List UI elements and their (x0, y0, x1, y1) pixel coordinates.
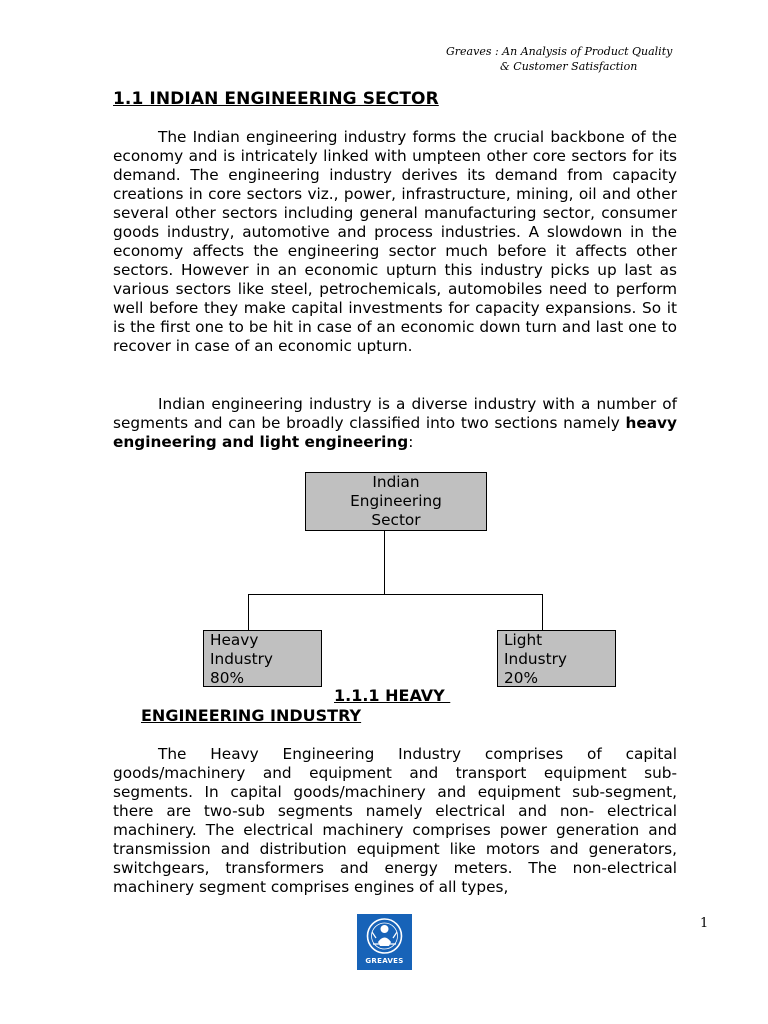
diagram-box-light-industry (497, 630, 616, 687)
running-header-line-2: & Customer Satisfaction (500, 60, 638, 73)
diagram-left-line-3: 80% (210, 669, 244, 687)
diagram-left-line-1: Heavy (210, 631, 259, 649)
diagram-box-heavy-industry (203, 630, 322, 687)
connector-vertical-top (384, 530, 385, 595)
diagram-top-line-2: Engineering (350, 492, 442, 510)
greaves-logo (357, 914, 412, 970)
classification-text: Indian engineering industry is a diverse industry with a number of segments and can be broadly classified into two sections namely (113, 395, 677, 432)
classification-bold-text: heavy engineering and light engineering (113, 414, 677, 451)
connector-vertical-left (248, 594, 249, 630)
connector-horizontal (248, 594, 543, 595)
diagram-right-line-3: 20% (504, 669, 538, 687)
diagram-top-line-1: Indian (372, 473, 420, 491)
diagram-top-line-3: Sector (371, 511, 421, 529)
subsection-title-part-1: 1.1.1 HEAVY (334, 686, 451, 705)
subsection-title-part-2: ENGINEERING INDUSTRY (141, 706, 362, 725)
heavy-engineering-text: The Heavy Engineering Industry comprises of capital goods/machinery and equipment and transport equipment sub-segments. In capital goods/machinery and equipment sub-segment, there are two-sub segments namely electrical and non- electrical machinery. The electrical machinery comprises power generation and transmission and distribution equipment like motors and generators, switchgears, transformers and energy meters. The non-electrical machinery segment comprises engines of all types, (113, 745, 677, 896)
logo-text: GREAVES (365, 957, 404, 965)
heavy-engineering-paragraph (113, 745, 677, 897)
diagram-right-line-2: Industry (504, 650, 567, 668)
section-title: 1.1 INDIAN ENGINEERING SECTOR (113, 89, 439, 109)
diagram-left-line-2: Industry (210, 650, 273, 668)
intro-paragraph (113, 128, 677, 356)
running-header-line-1: Greaves : An Analysis of Product Quality (446, 45, 673, 58)
classification-end: : (408, 433, 414, 451)
connector-vertical-right (542, 594, 543, 630)
classification-paragraph (113, 395, 677, 452)
diagram-box-indian-engineering-sector (305, 472, 487, 531)
page-number: 1 (700, 916, 709, 931)
diagram-right-line-1: Light (504, 631, 543, 649)
intro-paragraph-text: The Indian engineering industry forms the crucial backbone of the economy and is intricately linked with umpteen other core sectors for its demand. The engineering industry derives its demand from capacity creations in core sectors viz., power, infrastructure, mining, oil and other several other sectors including general manufacturing sector, consumer goods industry, automotive and process industries. A slowdown in the economy affects the engineering sector much before it affects other sectors. However in an economic upturn this industry picks up last as various sectors like steel, petrochemicals, automobiles need to perform well before they make capital investments for capacity expansions. So it is the first one to be hit in case of an economic down turn and last one to recover in case of an economic upturn. (113, 128, 677, 355)
logo-emblem-icon (357, 914, 412, 958)
running-header (420, 44, 680, 74)
